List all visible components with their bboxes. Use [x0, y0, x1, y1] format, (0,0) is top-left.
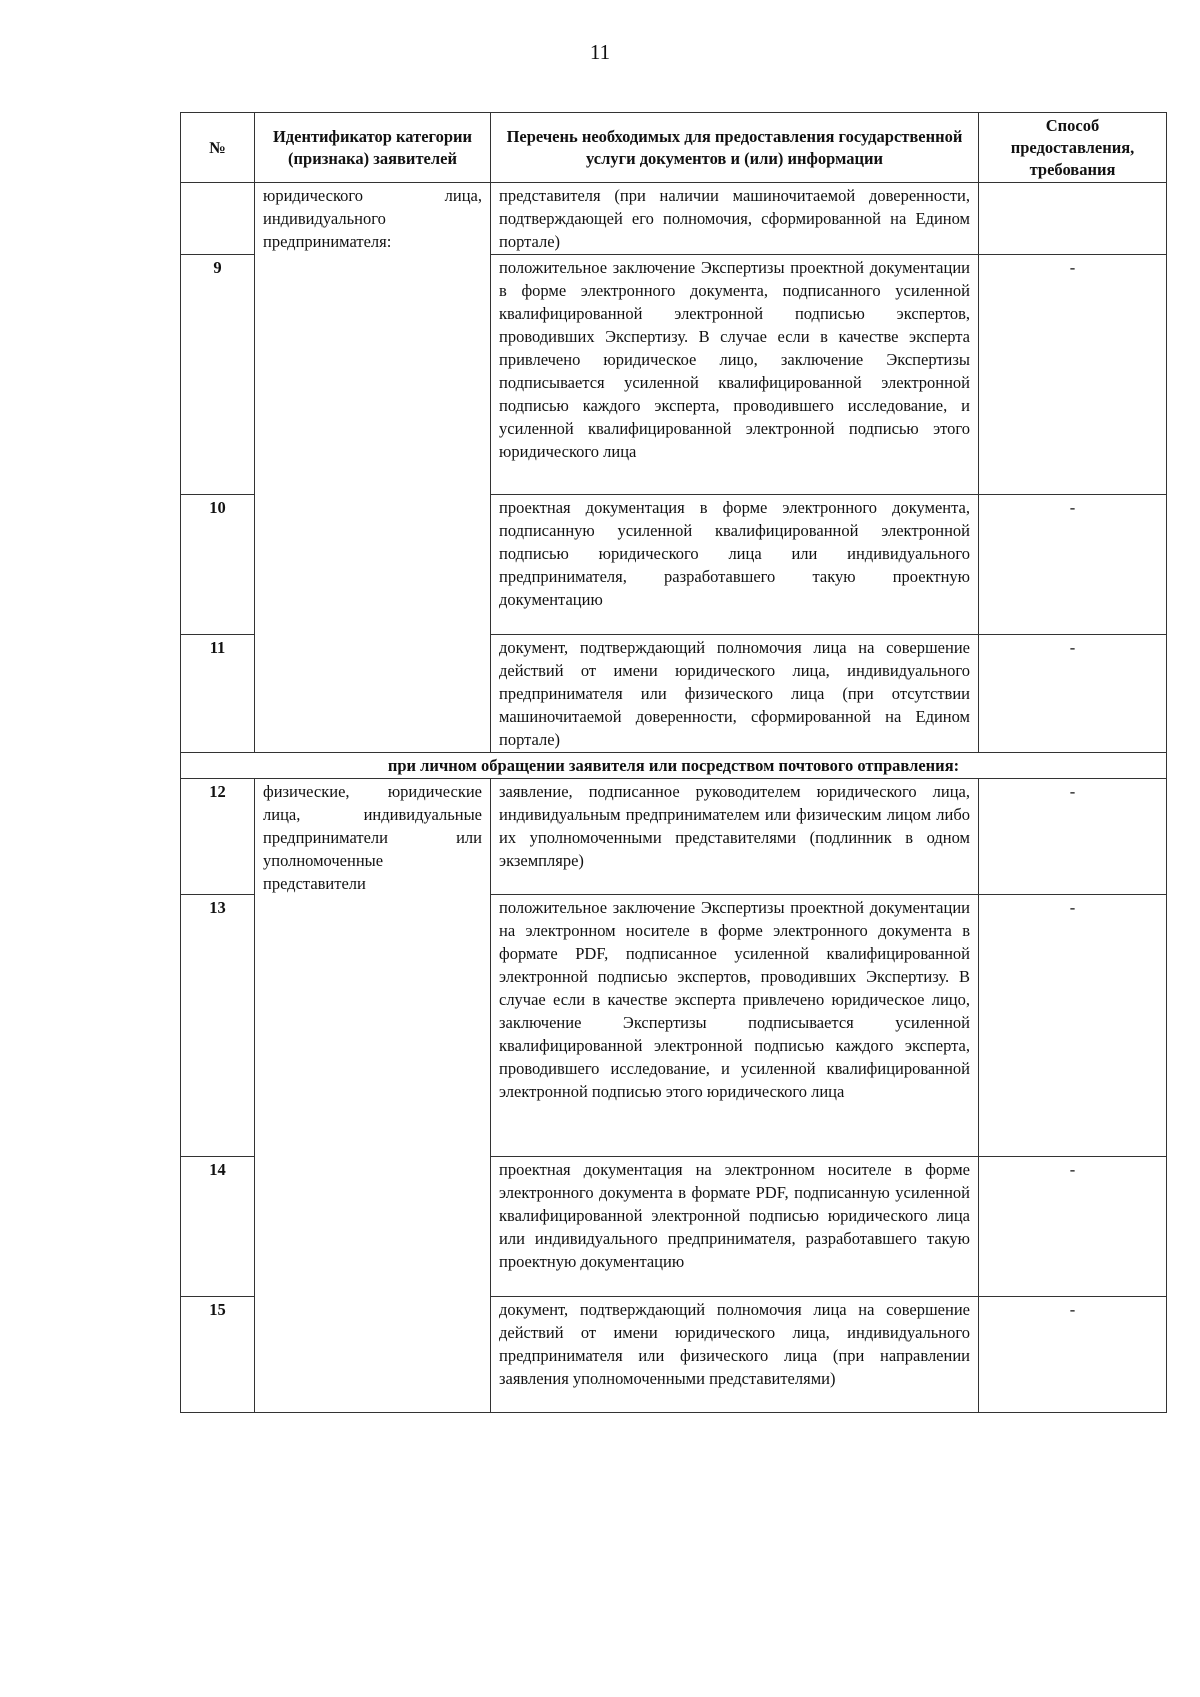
document-description: заявление, подписанное руководителем юридического лица, индивидуальным предпринимателем или физическим лицом либо их уполномоченными представителями (подлинник в одном экземпляре)	[491, 779, 979, 895]
provision-method: -	[979, 779, 1167, 895]
header-category: Идентификатор категории (признака) заявителей	[255, 113, 491, 183]
provision-method: -	[979, 1157, 1167, 1297]
row-number: 15	[181, 1297, 255, 1413]
row-number: 12	[181, 779, 255, 895]
applicant-category: физические, юридические лица, индивидуальные предприниматели или уполномоченные представители	[255, 779, 491, 1413]
header-num: №	[181, 113, 255, 183]
document-description: документ, подтверждающий полномочия лица на совершение действий от имени юридического лица, индивидуального предпринимателя или физического лица (при отсутствии машиночитаемой доверенности, сформированной на Едином портале)	[491, 635, 979, 753]
page-number: 11	[589, 40, 611, 64]
section-header-row	[181, 753, 1167, 779]
documents-table	[180, 112, 1167, 1413]
table-row	[181, 779, 1167, 895]
document-description: положительное заключение Экспертизы проектной документации на электронном носителе в форме электронного документа в формате PDF, подписанное усиленной квалифицированной электронной подписью экспертов, проводивших Экспертизу. В случае если в качестве эксперта привлечено юридическое лицо, заключение Экспертизы подписывается усиленной квалифицированной электронной подписью каждого эксперта, проводившего исследование, и усиленной квалифицированной электронной подписью этого юридического лица	[491, 895, 979, 1157]
document-description: положительное заключение Экспертизы проектной документации в форме электронного документа, подписанного усиленной квалифицированной электронной подписью экспертов, проводивших Экспертизу. В случае если в качестве эксперта привлечено юридическое лицо, заключение Экспертизы подписывается усиленной квалифицированной электронной подписью каждого эксперта, проводившего исследование, и усиленной квалифицированной электронной подписью этого юридического лица	[491, 255, 979, 495]
row-number: 13	[181, 895, 255, 1157]
table-row	[181, 183, 1167, 255]
row-number	[181, 183, 255, 255]
provision-method: -	[979, 1297, 1167, 1413]
applicant-category: юридического лица, индивидуального предпринимателя:	[255, 183, 491, 753]
section-title: при личном обращении заявителя или посредством почтового отправления:	[181, 753, 1167, 779]
row-number: 11	[181, 635, 255, 753]
provision-method: -	[979, 495, 1167, 635]
table-header-row	[181, 113, 1167, 183]
provision-method: -	[979, 255, 1167, 495]
header-method: Способ предоставления, требования	[979, 113, 1167, 183]
document-description: представителя (при наличии машиночитаемой доверенности, подтверждающей его полномочия, сформированной на Едином портале)	[491, 183, 979, 255]
row-number: 9	[181, 255, 255, 495]
document-description: проектная документация в форме электронного документа, подписанную усиленной квалифицированной электронной подписью юридического лица или индивидуального предпринимателя, разработавшего такую проектную документацию	[491, 495, 979, 635]
header-documents: Перечень необходимых для предоставления государственной услуги документов и (или) информации	[491, 113, 979, 183]
provision-method: -	[979, 635, 1167, 753]
provision-method	[979, 183, 1167, 255]
row-number: 14	[181, 1157, 255, 1297]
document-description: документ, подтверждающий полномочия лица на совершение действий от имени юридического лица, индивидуального предпринимателя или физического лица (при направлении заявления уполномоченными представителями)	[491, 1297, 979, 1413]
document-description: проектная документация на электронном носителе в форме электронного документа в формате PDF, подписанную усиленной квалифицированной электронной подписью юридического лица или индивидуального предпринимателя, разработавшего такую проектную документацию	[491, 1157, 979, 1297]
provision-method: -	[979, 895, 1167, 1157]
row-number: 10	[181, 495, 255, 635]
